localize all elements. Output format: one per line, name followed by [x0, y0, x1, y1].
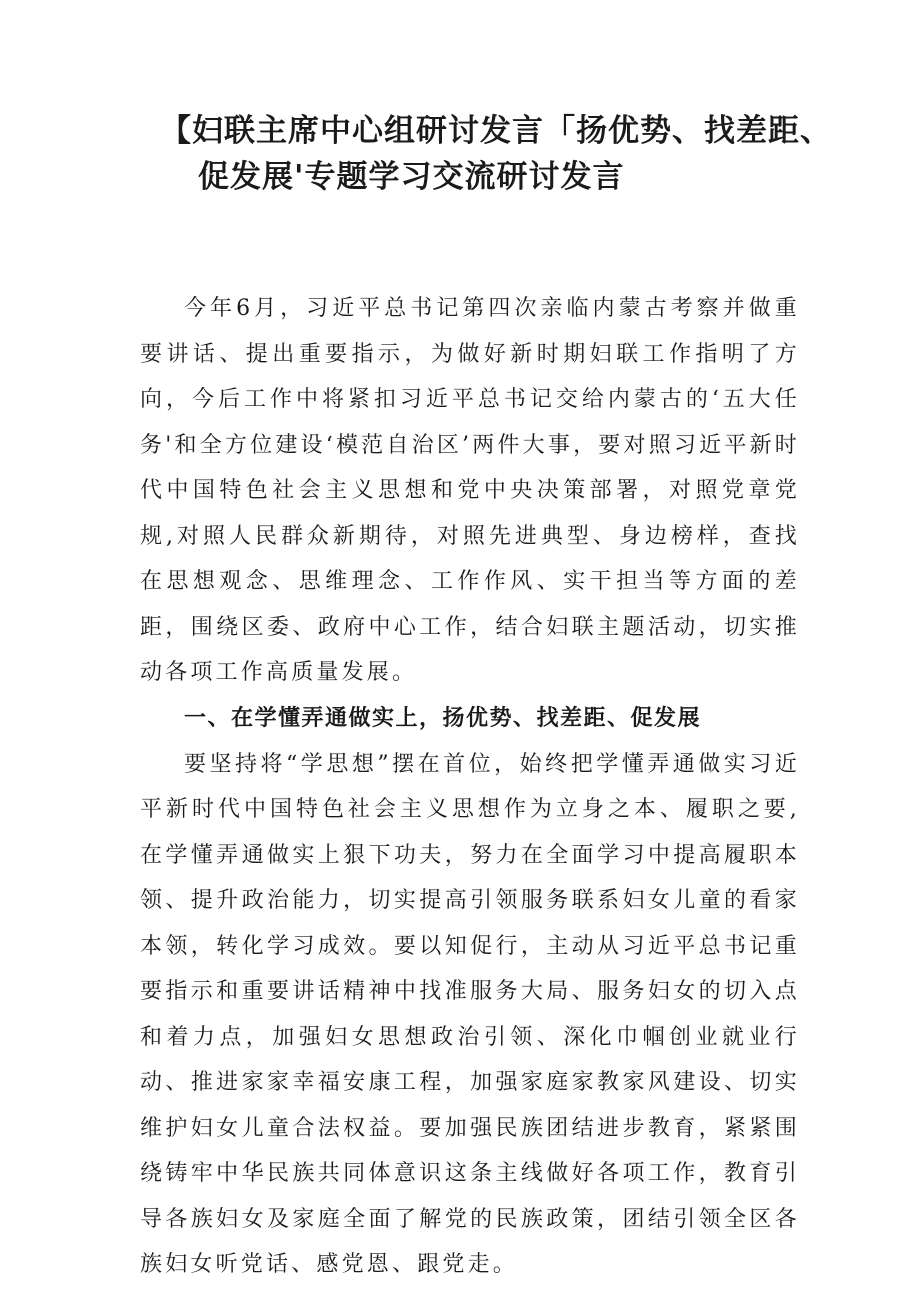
paragraph-intro: 今年6月，习近平总书记第四次亲临内蒙古考察并做重要讲话、提出重要指示，为做好新时期妇联工作指明了方向，今后工作中将紧扣习近平总书记交给内蒙古的‘五大任务'和全方位建设‘模范自治区’两件大事，要对照习近平新时代中国特色社会主义思想和党中央决策部署，对照党章党规,对照人民群众新期待，对照先进典型、身边榜样，查找在思想观念、思维理念、工作作风、实干担当等方面的差距，围绕区委、政府中心工作，结合妇联主题活动，切实推动各项工作高质量发展。: [140, 296, 800, 685]
title-line-2: 促发展'专题学习交流研讨发言: [198, 159, 625, 195]
title-line-1: 【妇联主席中心组研讨发言「扬优势、找差距、: [160, 113, 832, 149]
paragraph-section-1: 要坚持将“学思想”摆在首位，始终把学懂弄通做实习近平新时代中国特色社会主义思想作为立身之本、履职之要,在学懂弄通做实上狠下功夫，努力在全面学习中提高履职本领、提升政治能力，切实提高引领服务联系妇女儿童的看家本领，转化学习成效。要以知促行，主动从习近平总书记重要指示和重要讲话精神中找准服务大局、服务妇女的切入点和着力点，加强妇女思想政治引领、深化巾帼创业就业行动、推进家家幸福安康工程，加强家庭家教家风建设、切实维护妇女儿童合法权益。要加强民族团结进步教育，紧紧围绕铸牢中华民族共同体意识这条主线做好各项工作，教育引导各族妇女及家庭全面了解党的民族政策，团结引领全区各族妇女听党话、感党恩、跟党走。: [140, 751, 800, 1277]
document-title: [160, 108, 832, 200]
document-body: [140, 286, 800, 1288]
section-heading-1: 一、在学懂弄通做实上，扬优势、找差距、促发展: [184, 705, 702, 731]
